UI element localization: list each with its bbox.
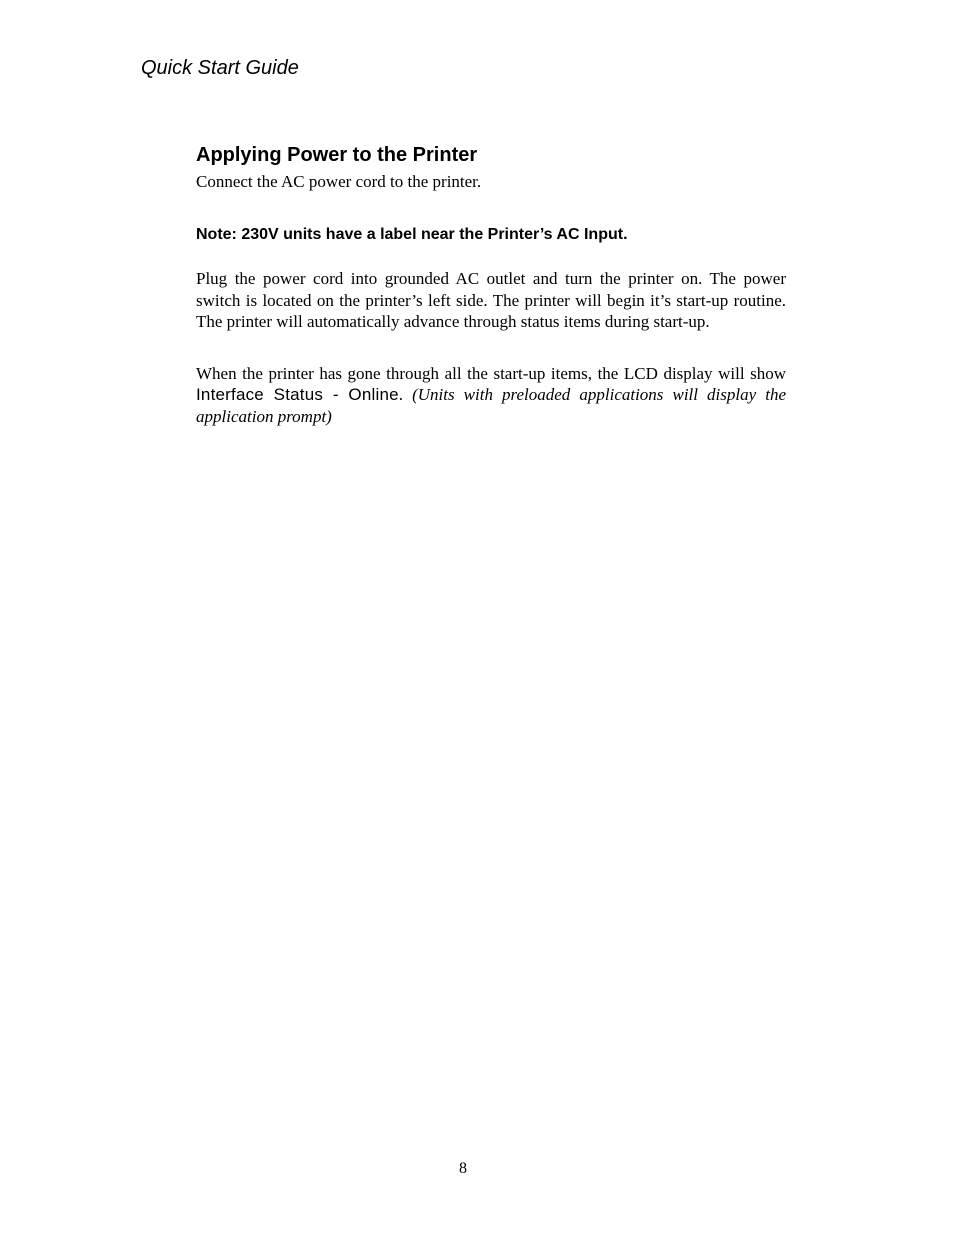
- section-heading: Applying Power to the Printer: [196, 144, 478, 166]
- voltage-note: Note: 230V units have a label near the Printer’s AC Input.: [196, 226, 628, 243]
- running-header-title: Quick Start Guide: [141, 57, 299, 79]
- preloaded-applications-note: (Units with preloaded applications will display the application prompt): [196, 385, 787, 426]
- lcd-status-text: Interface Status - Online: [196, 385, 399, 404]
- page-number: 8: [459, 1160, 467, 1177]
- intro-paragraph: Connect the AC power cord to the printer.: [196, 172, 482, 191]
- status-paragraph: [196, 363, 786, 428]
- document-body: [196, 143, 786, 427]
- power-on-paragraph: Plug the power cord into grounded AC outlet and turn the printer on. The power switch is located on the printer’s left side. The printer will begin it’s start-up routine. The printer will automatically advance through status items during start-up.: [196, 269, 786, 331]
- status-paragraph-lead: When the printer has gone through all the start-up items, the LCD display will show: [196, 363, 786, 383]
- status-paragraph-separator: .: [398, 385, 413, 404]
